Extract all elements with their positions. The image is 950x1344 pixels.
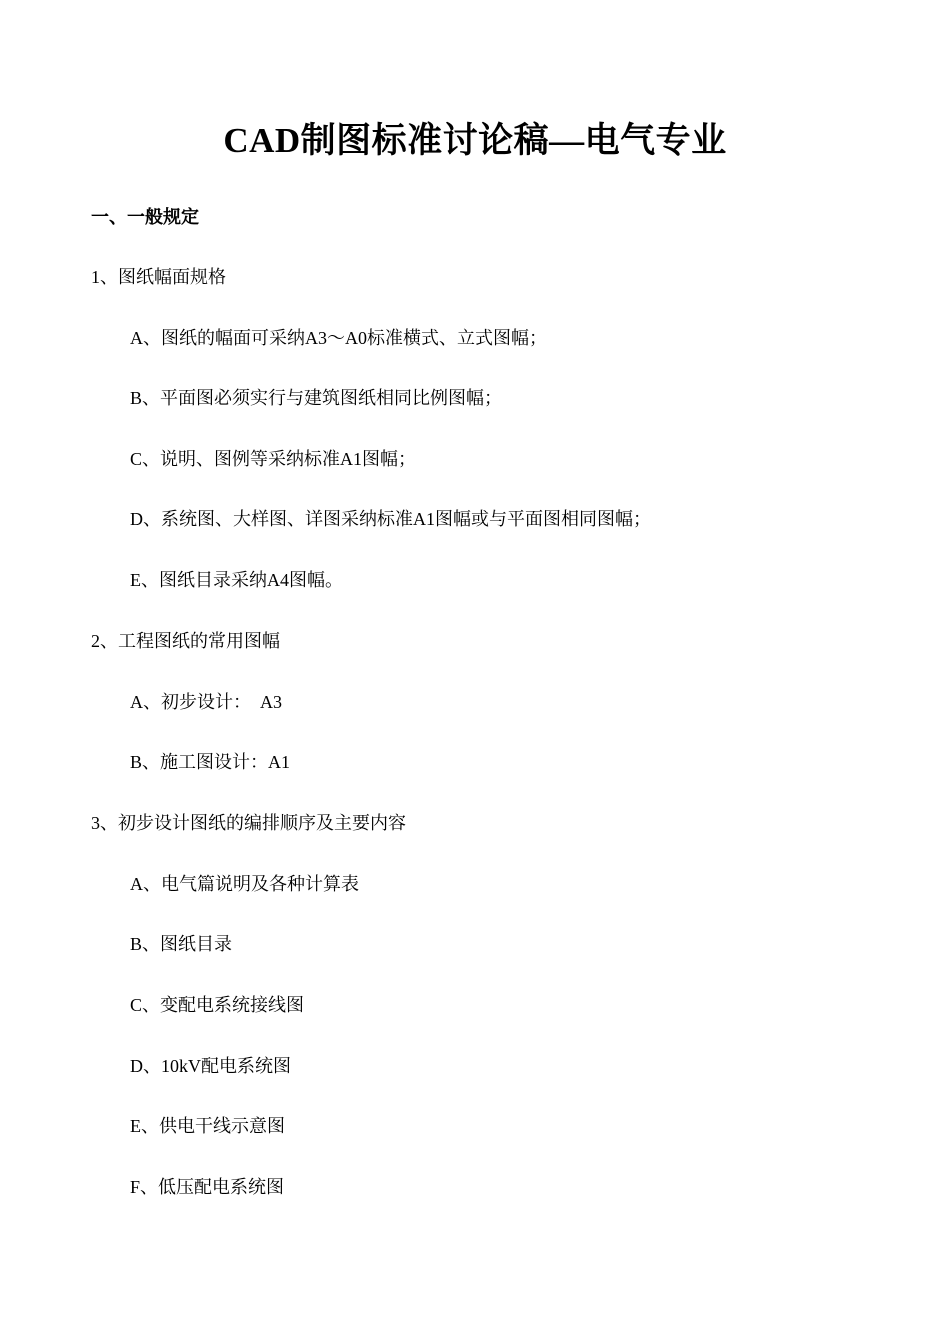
list-item: B、平面图必须实行与建筑图纸相同比例图幅；	[130, 388, 503, 408]
list-item: C、变配电系统接线图	[130, 995, 305, 1015]
list-item: A、电气篇说明及各种计算表	[130, 874, 359, 894]
subsection-heading-preliminary-design: 3、初步设计图纸的编排顺序及主要内容	[91, 813, 406, 833]
list-item: F、低压配电系统图	[130, 1177, 285, 1197]
document-title: CAD制图标准讨论稿—电气专业	[223, 121, 727, 160]
list-item: D、10kV配电系统图	[130, 1056, 291, 1076]
list-item: D、系统图、大样图、详图采纳标准A1图幅或与平面图相同图幅；	[130, 509, 651, 529]
list-item: C、说明、图例等采纳标准A1图幅；	[130, 449, 417, 469]
list-item: A、图纸的幅面可采纳A3～A0标准横式、立式图幅；	[130, 328, 547, 348]
list-item: B、施工图设计：A1	[130, 752, 291, 772]
list-item: A、初步设计： A3	[130, 692, 282, 712]
subsection-heading-sheet-sizes: 1、图纸幅面规格	[91, 267, 226, 287]
list-item: B、图纸目录	[130, 934, 233, 954]
subsection-heading-common-sizes: 2、工程图纸的常用图幅	[91, 631, 280, 651]
list-item: E、供电干线示意图	[130, 1116, 285, 1136]
section-heading-general: 一、一般规定	[91, 207, 199, 227]
list-item: E、图纸目录采纳A4图幅。	[130, 570, 343, 590]
